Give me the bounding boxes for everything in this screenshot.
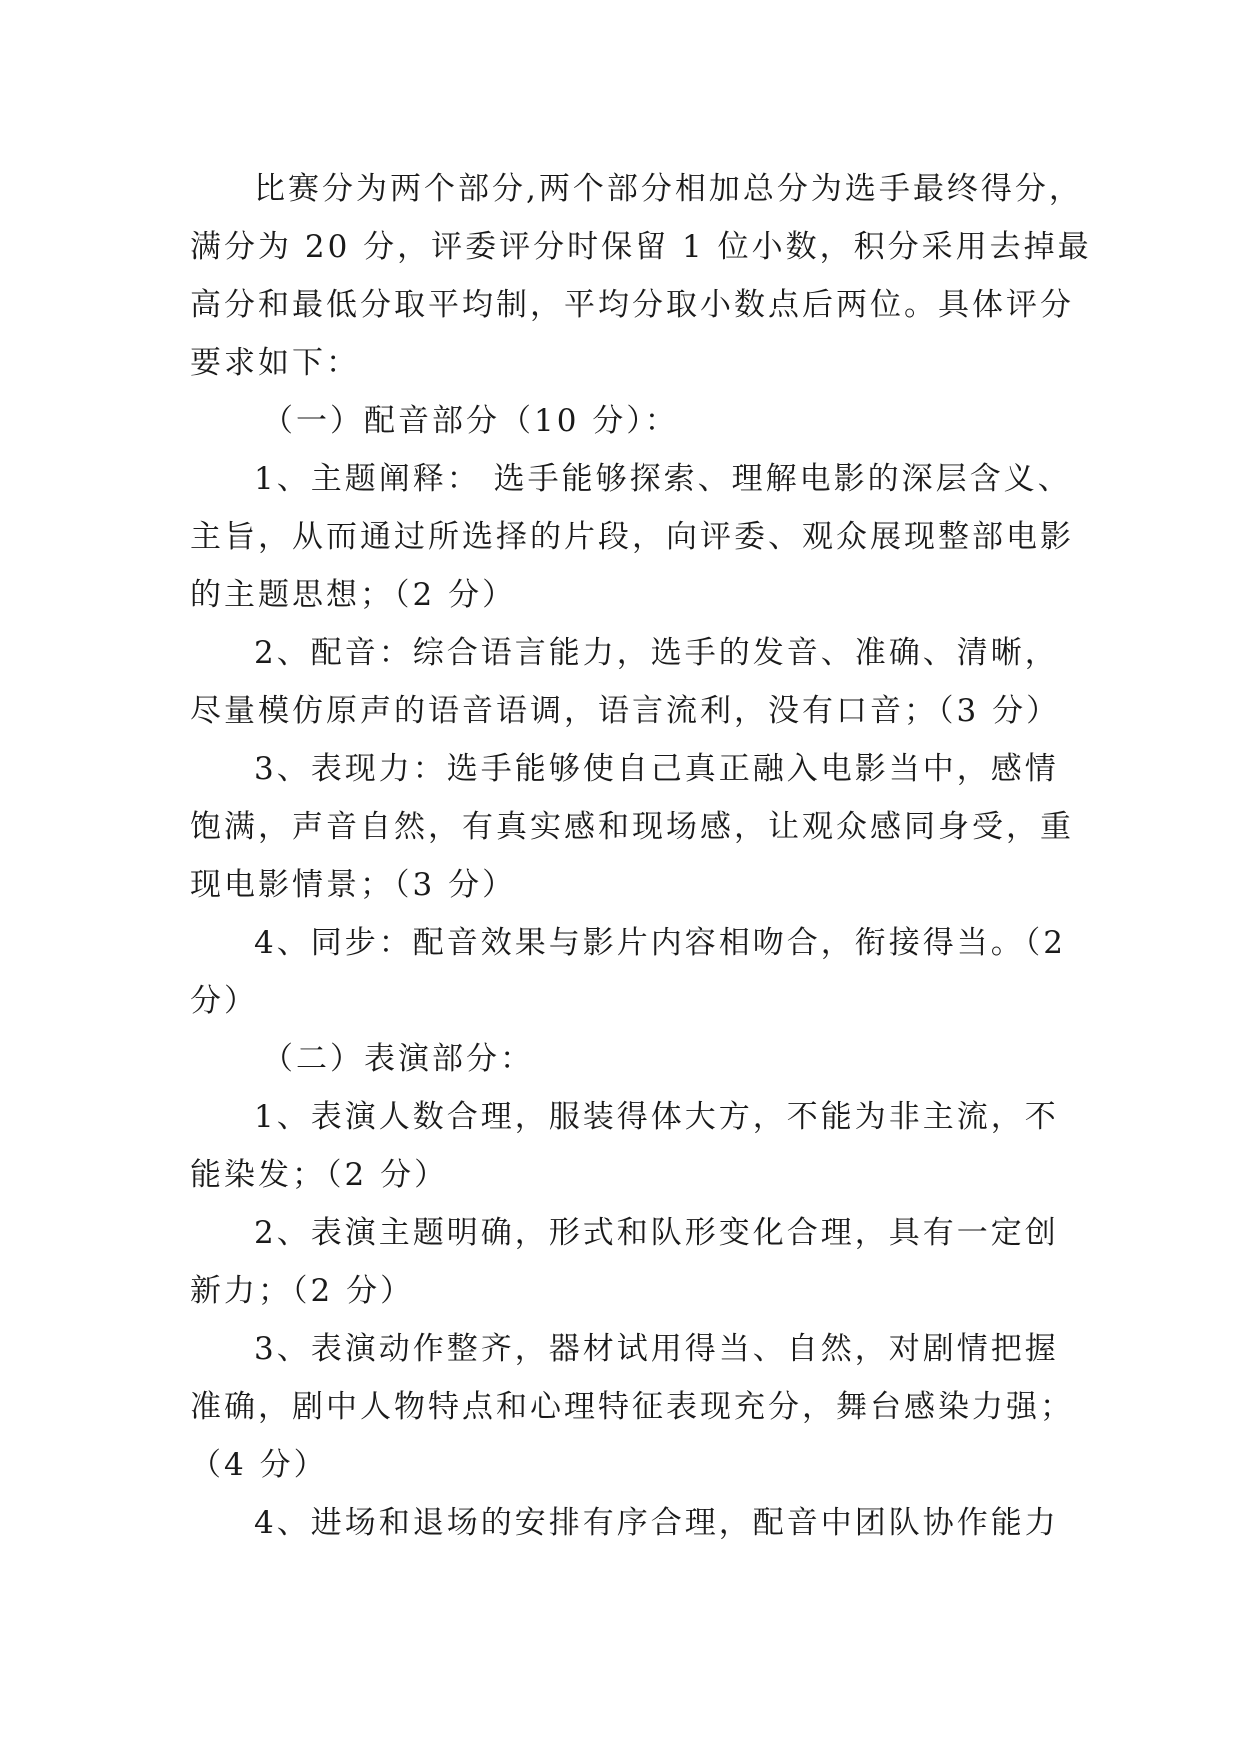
paragraph-line: 主旨，从而通过所选择的片段，向评委、观众展现整部电影 (190, 519, 1074, 555)
paragraph-line: 现电影情景；（3 分） (190, 867, 517, 903)
paragraph-line: 分） (190, 983, 258, 1019)
paragraph-line: 1、主题阐释： 选手能够探索、理解电影的深层含义、 (254, 461, 1072, 497)
paragraph-line: 饱满，声音自然，有真实感和现场感，让观众感同身受，重 (190, 809, 1074, 845)
paragraph-line: 准确，剧中人物特点和心理特征表现充分，舞台感染力强； (190, 1389, 1074, 1425)
paragraph-line: （4 分） (190, 1447, 328, 1483)
paragraph-line: 3、表演动作整齐，器材试用得当、自然，对剧情把握 (254, 1331, 1059, 1367)
paragraph-line: 满分为 20 分，评委评分时保留 1 位小数，积分采用去掉最 (190, 229, 1092, 265)
paragraph-line: 新力；（2 分） (190, 1273, 415, 1309)
paragraph-line: 2、配音：综合语言能力，选手的发音、准确、清晰， (254, 635, 1059, 671)
section-heading: （二）表演部分： (262, 1041, 534, 1077)
paragraph-line: 3、表现力：选手能够使自己真正融入电影当中，感情 (254, 751, 1059, 787)
document-body (190, 160, 1090, 1552)
paragraph-line: 4、进场和退场的安排有序合理，配音中团队协作能力 (254, 1505, 1059, 1541)
paragraph-line: 要求如下： (190, 345, 360, 381)
paragraph-line: 能染发；（2 分） (190, 1157, 449, 1193)
paragraph-line: 尽量模仿原声的语音语调，语言流利，没有口音；（3 分） (190, 693, 1061, 729)
paragraph-line: 2、表演主题明确，形式和队形变化合理，具有一定创 (254, 1215, 1059, 1251)
paragraph-line: 1、表演人数合理，服装得体大方，不能为非主流，不 (254, 1099, 1059, 1135)
paragraph-line: 高分和最低分取平均制，平均分取小数点后两位。具体评分 (190, 287, 1074, 323)
paragraph-line: 4、同步：配音效果与影片内容相吻合，衔接得当。（2 (254, 925, 1066, 961)
paragraph-line: 比赛分为两个部分,两个部分相加总分为选手最终得分， (254, 171, 1083, 207)
section-heading: （一）配音部分（10 分）： (262, 403, 679, 439)
paragraph-line: 的主题思想；（2 分） (190, 577, 517, 613)
